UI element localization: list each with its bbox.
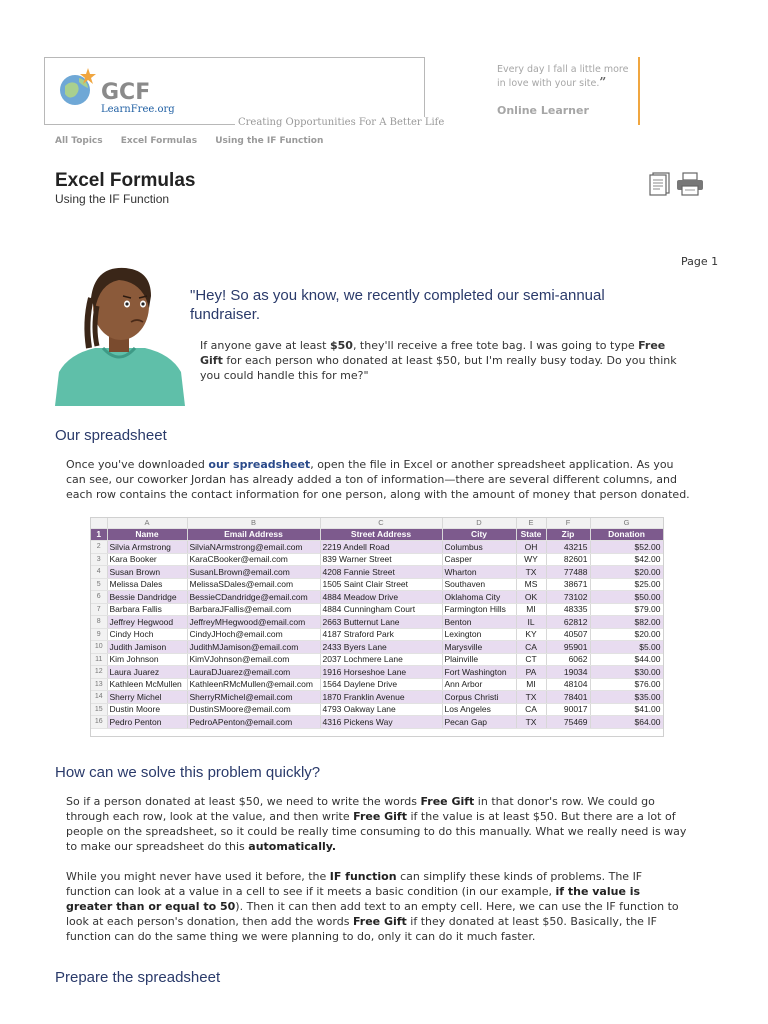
row-number: 7 — [91, 603, 107, 616]
row-number: 15 — [91, 703, 107, 716]
para-text: So if a person donated at least $50, we need to write the words — [66, 795, 421, 808]
table-cell: MI — [516, 603, 546, 616]
site-logo-box[interactable] — [44, 57, 445, 128]
table-cell: Pedro Penton — [107, 716, 187, 729]
table-cell: Judith Jamison — [107, 641, 187, 654]
row-number: 8 — [91, 616, 107, 629]
table-cell: Jeffrey Hegwood — [107, 616, 187, 629]
table-cell: OK — [516, 591, 546, 604]
table-cell: CindyJHoch@email.com — [187, 628, 320, 641]
column-letter-row — [91, 518, 663, 528]
table-cell: 90017 — [546, 703, 590, 716]
table-cell: MI — [516, 678, 546, 691]
table-cell: $42.00 — [590, 553, 663, 566]
table-cell: Farmington Hills — [442, 603, 516, 616]
breadcrumb-all-topics[interactable]: All Topics — [55, 136, 103, 146]
table-cell: 38671 — [546, 578, 590, 591]
row-number: 1 — [91, 528, 107, 541]
character-illustration — [55, 262, 185, 406]
table-row — [91, 591, 663, 604]
table-cell: Barbara Fallis — [107, 603, 187, 616]
table-cell: TX — [516, 566, 546, 579]
table-cell: $64.00 — [590, 716, 663, 729]
table-cell: CT — [516, 653, 546, 666]
globe-logo-icon — [57, 66, 99, 108]
quote-line-2: in love with your site. — [497, 78, 600, 89]
table-cell: DustinSMoore@email.com — [187, 703, 320, 716]
para-text: Once you've downloaded — [66, 458, 209, 471]
table-cell: TX — [516, 691, 546, 704]
column-letter: E — [516, 518, 546, 528]
table-cell: $35.00 — [590, 691, 663, 704]
character-speech: "Hey! So as you know, we recently completed our semi-annual fundraiser. — [190, 287, 605, 323]
column-header: Donation — [590, 528, 663, 541]
table-cell: 1505 Saint Clair Street — [320, 578, 442, 591]
corner-cell — [91, 518, 107, 528]
table-cell: Lexington — [442, 628, 516, 641]
logo-tagline: Creating Opportunities For A Better Life — [235, 117, 447, 128]
table-cell: Casper — [442, 553, 516, 566]
table-row — [91, 716, 663, 729]
table-cell: 2433 Byers Lane — [320, 641, 442, 654]
table-cell: SusanLBrown@email.com — [187, 566, 320, 579]
column-header: Name — [107, 528, 187, 541]
para-bold: automatically. — [248, 840, 337, 853]
column-header: Zip — [546, 528, 590, 541]
row-number: 9 — [91, 628, 107, 641]
table-cell: 4187 Straford Park — [320, 628, 442, 641]
table-cell: SilviaNArmstrong@email.com — [187, 541, 320, 554]
print-icon[interactable] — [676, 172, 704, 196]
section-heading-solve: How can we solve this problem quickly? — [55, 764, 321, 781]
page-subtitle: Using the IF Function — [55, 192, 170, 206]
table-cell: 40507 — [546, 628, 590, 641]
table-row — [91, 541, 663, 554]
table-cell: IL — [516, 616, 546, 629]
table-cell: $20.00 — [590, 628, 663, 641]
table-cell: 1916 Horseshoe Lane — [320, 666, 442, 679]
column-header: Email Address — [187, 528, 320, 541]
table-cell: Oklahoma City — [442, 591, 516, 604]
table-cell: 4884 Cunningham Court — [320, 603, 442, 616]
table-cell: Corpus Christi — [442, 691, 516, 704]
table-cell: Kara Booker — [107, 553, 187, 566]
table-cell: 6062 — [546, 653, 590, 666]
page-label: Page 1 — [681, 255, 719, 268]
table-cell: 62812 — [546, 616, 590, 629]
row-number: 6 — [91, 591, 107, 604]
table-cell: OH — [516, 541, 546, 554]
speech-bold-1: $50 — [329, 339, 353, 352]
para-bold: Free Gift — [353, 810, 407, 823]
table-cell: PedroAPenton@email.com — [187, 716, 320, 729]
table-row — [91, 553, 663, 566]
table-row — [91, 628, 663, 641]
table-cell: 2219 Andell Road — [320, 541, 442, 554]
page-title: Excel Formulas — [55, 170, 196, 191]
table-row — [91, 603, 663, 616]
row-number: 14 — [91, 691, 107, 704]
table-cell: 48104 — [546, 678, 590, 691]
table-cell: 4793 Oakway Lane — [320, 703, 442, 716]
document-icon[interactable] — [649, 172, 671, 196]
table-cell: 19034 — [546, 666, 590, 679]
para-text: can simplify these kinds of problems. The IF function can look at a value in a cell to see if it meets a basic condition (in our example, — [66, 870, 643, 898]
speech-text-3: for each person who donated at least $50, but I'm really busy today. Do you think you could handle this for me?" — [200, 354, 677, 382]
table-cell: MS — [516, 578, 546, 591]
speech-text-1: If anyone gave at least — [200, 339, 330, 352]
table-cell: Silvia Armstrong — [107, 541, 187, 554]
table-cell: MelissaSDales@email.com — [187, 578, 320, 591]
paragraph-solve-2 — [66, 869, 690, 944]
column-letter: D — [442, 518, 516, 528]
table-cell: $50.00 — [590, 591, 663, 604]
table-cell: 1870 Franklin Avenue — [320, 691, 442, 704]
table-cell: Kim Johnson — [107, 653, 187, 666]
row-number: 3 — [91, 553, 107, 566]
row-number: 12 — [91, 666, 107, 679]
table-cell: CA — [516, 703, 546, 716]
para-text: in that donor's row. We could go through each row, look at the value, and then write — [66, 795, 655, 823]
table-cell: 78401 — [546, 691, 590, 704]
table-cell: PA — [516, 666, 546, 679]
accent-divider — [638, 57, 640, 125]
table-cell: SherryRMichel@email.com — [187, 691, 320, 704]
column-letter: C — [320, 518, 442, 528]
testimonial-quote — [497, 64, 637, 90]
table-cell: $82.00 — [590, 616, 663, 629]
table-cell: Fort Washington — [442, 666, 516, 679]
table-cell: 43215 — [546, 541, 590, 554]
table-row — [91, 691, 663, 704]
table-cell: Plainville — [442, 653, 516, 666]
table-cell: Pecan Gap — [442, 716, 516, 729]
quote-author: Online Learner — [497, 104, 589, 117]
column-letter: A — [107, 518, 187, 528]
table-cell: 2663 Butternut Lane — [320, 616, 442, 629]
para-text: , open the file in Excel or another spreadsheet application. As you can see, our coworker Jordan has already added a ton of information—there are several different columns, and each row contains the contact information for one person, along with the amount of money that person donated. — [66, 458, 690, 501]
para-text: While you might never have used it before, the — [66, 870, 330, 883]
spreadsheet-table — [91, 518, 664, 729]
table-row — [91, 566, 663, 579]
breadcrumb — [55, 136, 338, 146]
table-cell: KaraCBooker@email.com — [187, 553, 320, 566]
logo-text: GCF — [101, 80, 151, 105]
para-bold: Free Gift — [420, 795, 475, 808]
logo-subtext: LearnFree.org — [101, 104, 175, 115]
column-letter: B — [187, 518, 320, 528]
table-cell: $52.00 — [590, 541, 663, 554]
table-cell: JudithMJamison@email.com — [187, 641, 320, 654]
table-cell: Dustin Moore — [107, 703, 187, 716]
spreadsheet-image — [90, 517, 664, 737]
table-cell: Sherry Michel — [107, 691, 187, 704]
quote-line-1: Every day I fall a little more — [497, 64, 629, 75]
table-cell: Laura Juarez — [107, 666, 187, 679]
section-heading-spreadsheet: Our spreadsheet — [55, 427, 167, 444]
table-cell: $20.00 — [590, 566, 663, 579]
spreadsheet-link[interactable]: our spreadsheet — [208, 458, 311, 471]
para-bold: IF function — [329, 870, 397, 883]
table-cell: BessieCDandridge@email.com — [187, 591, 320, 604]
table-cell: $76.00 — [590, 678, 663, 691]
column-header: City — [442, 528, 516, 541]
table-row — [91, 653, 663, 666]
column-letter: G — [590, 518, 663, 528]
speech-text-2: , they'll receive a free tote bag. I was going to type — [352, 339, 639, 352]
table-cell: WY — [516, 553, 546, 566]
table-row — [91, 678, 663, 691]
table-row — [91, 578, 663, 591]
speech-bold-2: Free Gift — [200, 339, 666, 367]
breadcrumb-if-function[interactable]: Using the IF Function — [215, 136, 324, 146]
table-cell: Los Angeles — [442, 703, 516, 716]
table-cell: $41.00 — [590, 703, 663, 716]
column-header: Street Address — [320, 528, 442, 541]
row-number: 13 — [91, 678, 107, 691]
character-speech-body — [200, 338, 678, 383]
table-cell: 4316 Pickens Way — [320, 716, 442, 729]
paragraph-spreadsheet — [66, 457, 690, 502]
row-number: 4 — [91, 566, 107, 579]
table-cell: KathleenRMcMullen@email.com — [187, 678, 320, 691]
table-cell: Wharton — [442, 566, 516, 579]
table-cell: 48335 — [546, 603, 590, 616]
row-number: 16 — [91, 716, 107, 729]
table-cell: KimVJohnson@email.com — [187, 653, 320, 666]
table-cell: TX — [516, 716, 546, 729]
breadcrumb-excel-formulas[interactable]: Excel Formulas — [120, 136, 198, 146]
table-row — [91, 641, 663, 654]
table-cell: $30.00 — [590, 666, 663, 679]
table-cell: 1564 Daylene Drive — [320, 678, 442, 691]
table-cell: LauraDJuarez@email.com — [187, 666, 320, 679]
table-cell: Marysville — [442, 641, 516, 654]
table-cell: Bessie Dandridge — [107, 591, 187, 604]
table-cell: 73102 — [546, 591, 590, 604]
table-cell: 82601 — [546, 553, 590, 566]
table-cell: 839 Warner Street — [320, 553, 442, 566]
header-row — [91, 528, 663, 541]
section-heading-prepare: Prepare the spreadsheet — [55, 969, 221, 986]
table-cell: $25.00 — [590, 578, 663, 591]
table-cell: 4884 Meadow Drive — [320, 591, 442, 604]
table-cell: 77488 — [546, 566, 590, 579]
quote-mark-icon: ” — [599, 75, 607, 89]
table-cell: Columbus — [442, 541, 516, 554]
table-cell: $5.00 — [590, 641, 663, 654]
table-cell: Kathleen McMullen — [107, 678, 187, 691]
table-cell: Susan Brown — [107, 566, 187, 579]
para-bold: if the value is greater than or equal to 50 — [66, 885, 641, 913]
table-row — [91, 703, 663, 716]
column-letter: F — [546, 518, 590, 528]
row-number: 11 — [91, 653, 107, 666]
table-cell: 75469 — [546, 716, 590, 729]
row-number: 2 — [91, 541, 107, 554]
table-cell: 2037 Lochmere Lane — [320, 653, 442, 666]
table-cell: Cindy Hoch — [107, 628, 187, 641]
column-header: State — [516, 528, 546, 541]
para-text: ). Then it can then add text to an empty cell. Here, we can use the IF function to look at each person's donation, then add the words — [66, 900, 679, 928]
row-number: 5 — [91, 578, 107, 591]
row-number: 10 — [91, 641, 107, 654]
table-cell: Melissa Dales — [107, 578, 187, 591]
para-bold: Free Gift — [352, 915, 407, 928]
para-text: if the value is at least $50. But there are a lot of people on the spreadsheet, so it could be really time consuming to do this manually. What we really need is way to make our spreadsheet do this — [66, 810, 687, 853]
table-cell: 95901 — [546, 641, 590, 654]
table-cell: CA — [516, 641, 546, 654]
para-text: if they donated at least $50. Basically, the IF function can do the same thing we were planning to do, only it can do it much faster. — [66, 915, 658, 943]
table-row — [91, 616, 663, 629]
table-cell: BarbaraJFallis@email.com — [187, 603, 320, 616]
paragraph-solve-1 — [66, 794, 690, 854]
table-cell: Benton — [442, 616, 516, 629]
table-cell: Ann Arbor — [442, 678, 516, 691]
table-row — [91, 666, 663, 679]
table-cell: $44.00 — [590, 653, 663, 666]
table-cell: JeffreyMHegwood@email.com — [187, 616, 320, 629]
table-cell: Southaven — [442, 578, 516, 591]
table-cell: KY — [516, 628, 546, 641]
table-cell: 4208 Fannie Street — [320, 566, 442, 579]
table-cell: $79.00 — [590, 603, 663, 616]
